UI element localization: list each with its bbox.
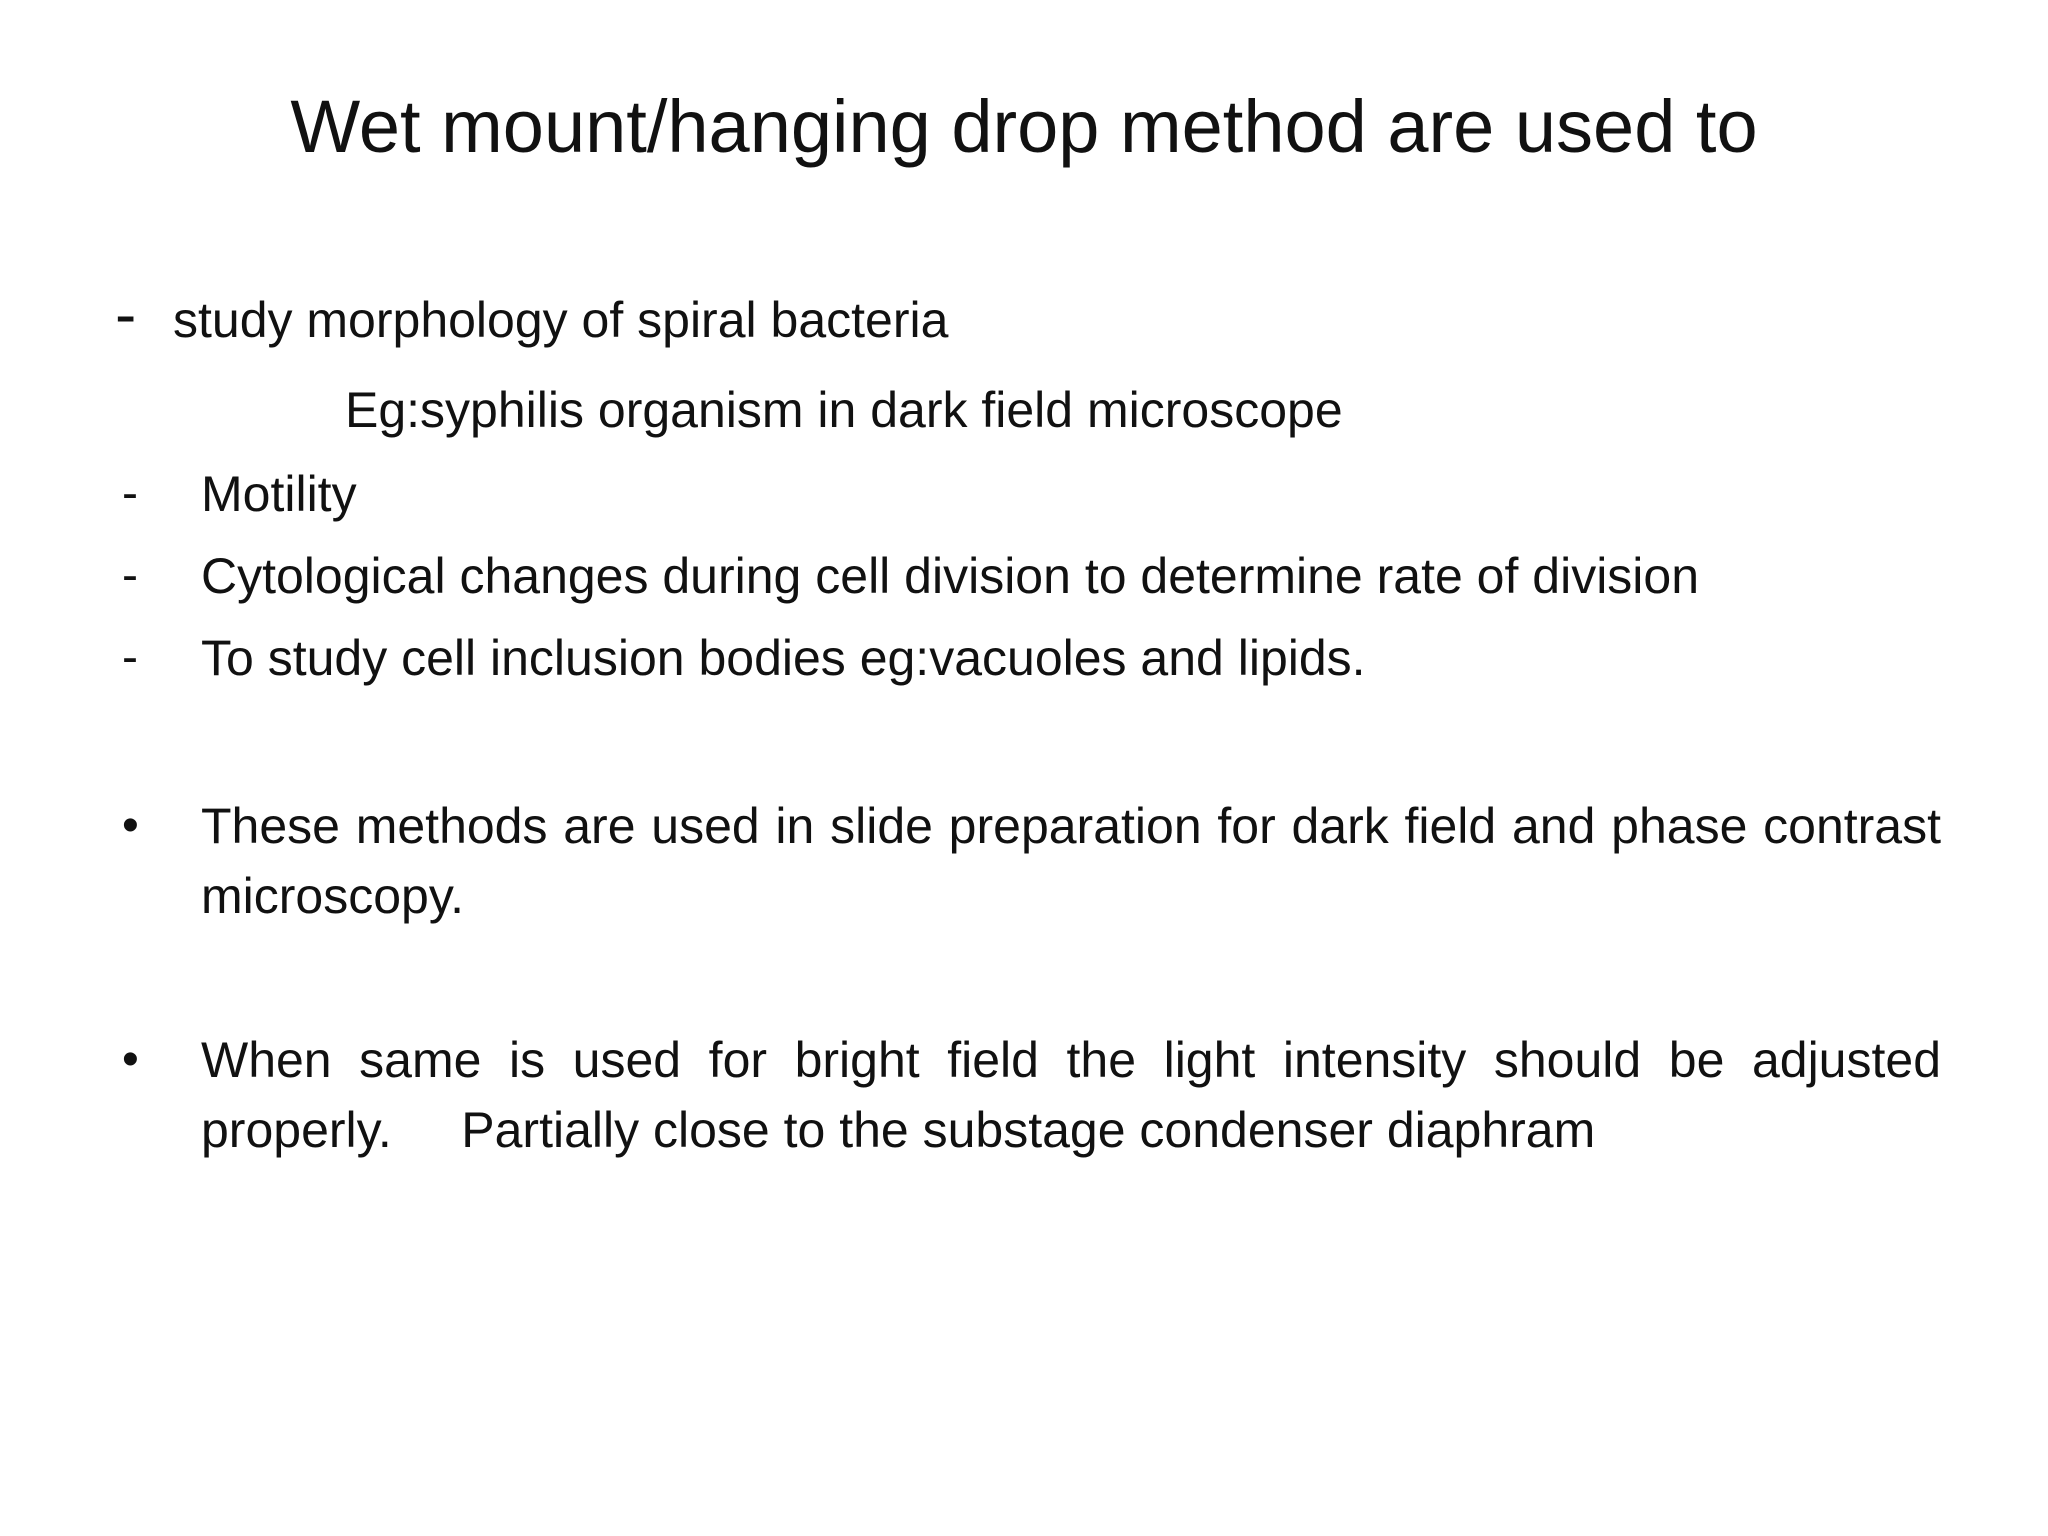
list-item-text: To study cell inclusion bodies eg:vacuoles and lipids. (201, 630, 1366, 686)
bullet-marker: • (122, 799, 139, 852)
example-text: Eg:syphilis organism in dark field microscope (345, 382, 1343, 438)
list-item-text: study morphology of spiral bacteria (173, 292, 949, 348)
list-item-text: Cytological changes during cell division to determine rate of division (201, 548, 1700, 604)
dash-marker: - (122, 549, 138, 602)
dash-marker: - (115, 278, 137, 350)
bullet-marker: • (122, 1033, 139, 1086)
dash-marker: - (122, 631, 138, 684)
dash-marker: - (122, 467, 138, 520)
bullet-paragraph: When same is used for bright field the light intensity should be adjusted properly. Partially close to the substage condenser diaphram (201, 1032, 1955, 1158)
slide-title: Wet mount/hanging drop method are used to (290, 85, 1758, 168)
bullet-paragraph: These methods are used in slide preparation for dark field and phase contrast microscopy. (201, 798, 1941, 924)
list-item-text: Motility (201, 466, 357, 522)
